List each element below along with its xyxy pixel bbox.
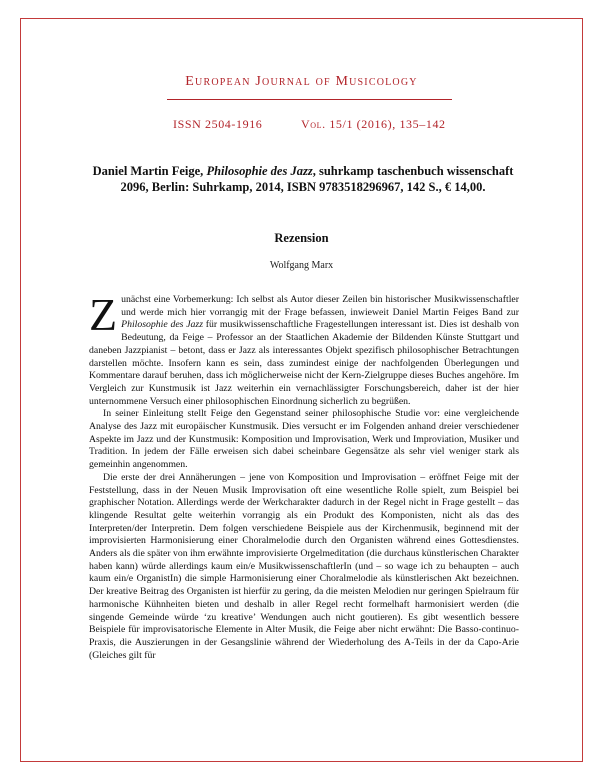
book-details: , suhrkamp taschenbuch wissenschaft 2096, Berlin: Suhrkamp, 2014, ISBN 9783518296967, 142 S., € 14,00. [120, 164, 514, 194]
book-author: Daniel Martin Feige, [92, 164, 207, 178]
header-rule [167, 99, 452, 100]
paragraph-2: In seiner Einleitung stellt Feige den Gegenstand seiner philosophische Studie vor: eine vergleichende Analyse des Jazz mit europäischer Kunstmusik. Dies versucht er im Folgenden anhand dreier verschiedener Aspekte im Jazz und der Kunstmusik: Komposition und Improvisation, Werk und Improviation, Musiker und Tradition. In jedem der Fälle erweisen sich dabei scheinbare Gegensätze als sehr viel weniger stark als gemeinhin angenommen. [89, 408, 519, 471]
page [20, 18, 583, 762]
review-author: Wolfgang Marx [269, 260, 334, 271]
book-title-italic: Philosophie des Jazz [206, 164, 313, 178]
paragraph-3: Die erste der drei Annäherungen – jene von Komposition und Improvisation – eröffnet Feige mit der Feststellung, dass in der Neuen Musik Improvisation oft eine wesentliche Rolle spielt, zum Beispiel bei graphischer Notation. Allerdings werde der Werkcharakter dadurch in der Regel nicht in Frage gestellt – das klingende Resultat gelte weiterhin vorrangig als ein Produkt des Komponisten, nicht als das des Interpreten/der Interpretin. Dem folgen verschiedene Beispiele aus der Kirchenmusik, beginnend mit der improvisierten Harmonisierung einer Choralmelodie durch den Organisten während eines Gottesdienstes. Anders als die später von ihm erwähnte improvisierte Orgelmeditation (die durchaus künstlerischen Charakter haben kann) würde allerdings kaum ein/e MusikwissenschaftlerIn (und – so wage ich zu behaupten – auch kaum ein/e OrganistIn) die simple Harmonisierung einer Choralmelodie als künstlerischen Akt bezeichnen. Der kreative Beitrag des Organisten ist hierfür zu gering, da die meisten Melodien nur geringen Spielraum für harmonische Kühnheiten bieten und deshalb in aller Regel recht formelhaft harmonisiert werden (die singende Gemeinde würde ‘zu kreative’ Wendungen auch nicht goutieren). Es gibt wesentlich bessere Beispiele für improvisatorische Elemente in Alter Musik, die Feige aber nicht erwähnt: Die Basso-continuo-Praxis, die Auszierungen in der Gesangslinie während der Wiederholung des A-Teils in der da Capo-Arie (Gleiches gilt für [89, 471, 519, 661]
volume-info: Vol. 15/1 (2016), 135–142 [301, 117, 446, 131]
paragraph-1-italic: Philosophie des Jazz [121, 319, 204, 331]
article-body [89, 289, 519, 662]
paragraph-1 [89, 289, 519, 408]
book-reference [83, 163, 523, 195]
journal-title: European Journal of Musicology [185, 74, 418, 89]
section-label: Rezension [274, 231, 329, 245]
paragraph-1-text-cont: für musikwissenschaftliche Fragestellungen interessant ist. Dies ist deshalb von Bedeutung, da Feige – Professor an der Staatlichen Akademie der Bildenden Künste Stuttgart und daneben Jazzpianist – betont, dass er Jazz als interessantes Objekt spezifisch philosophischer Betrachtungen darstellen möchte. Insofern kann es sein, dass zumindest einige der nachfolgenden Überlegungen und Kommentare darauf beruhen, dass ich möglicherweise nicht der Kern-Zielgruppe dieses Buches angehöre. Im Vergleich zur Kunstmusik ist Jazz weiterhin ein vernachlässigter Forschungsbereich, daher ist der hier unternommene Versuch einer philosophischen Einordnung sicherlich zu begrüßen. [89, 319, 519, 407]
paragraph-1-text: unächst eine Vorbemerkung: Ich selbst als Autor dieser Zeilen bin historischer Musikwissenschaftler und werde mich hier vorrangig mit der Frage befassen, inwieweit Daniel Martin Feiges Band zur [121, 294, 519, 318]
issn: ISSN 2504-1916 [173, 117, 263, 131]
drop-cap: Z [89, 289, 118, 340]
